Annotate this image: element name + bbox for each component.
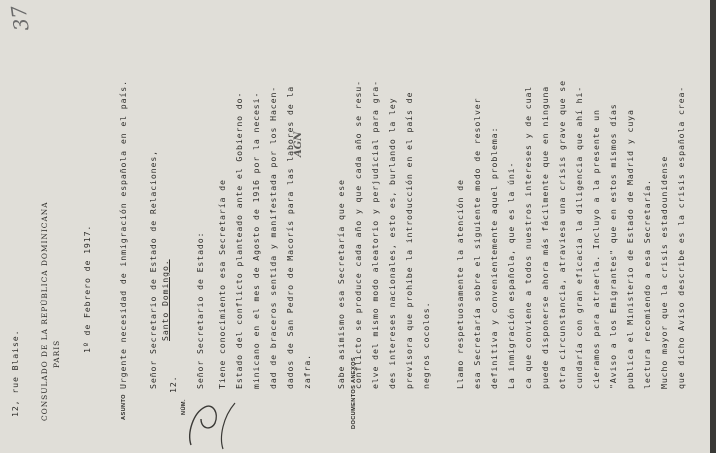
body-line: Estado del conflicto planteado ante el Gobierno do- <box>234 91 244 389</box>
body-line: puede disponerse ahora más fácilmente que en ninguna <box>540 85 550 389</box>
body-line: definitiva y convenientemente aquel problema: <box>489 126 499 389</box>
body-line: publica el Ministerio de Estado de Madrid y cuya <box>625 109 635 389</box>
body-line: "Aviso a los Emigrantes" que en estos mismos días <box>608 103 618 389</box>
asunto-text: Urgente necesidad de inmigración española en el país. <box>118 80 128 389</box>
page-number-handwritten: 37 <box>6 4 34 33</box>
body-line: Mucho mayor que la crisis estadounidense <box>659 155 669 389</box>
body-line: cieramos para atraerla. Incluyo a la presente un <box>591 109 601 389</box>
body-line: Llamo respetuosamente la atención de <box>455 179 465 389</box>
consulate-city: PARIS <box>52 339 61 368</box>
body-line: cundaría con gran eficacia la diligencia que ahí hi- <box>574 85 584 389</box>
body-line: conflicto se produce cada año y que cada año se resu- <box>353 80 363 389</box>
documentos-anexos-label: DOCUMENTOS ANEXOS <box>351 356 357 429</box>
asunto-label: ASUNTO <box>121 394 127 420</box>
letter-body <box>217 9 697 389</box>
recipient-line-1: Señor Secretario de Estado de Relaciones, <box>148 149 158 389</box>
body-line: Tiene conocimiento esa Secretaría de <box>217 179 227 389</box>
body-line: previsora que prohibe la introducción en el país de <box>404 91 414 389</box>
archive-stamp: AGN <box>293 131 304 157</box>
body-line: Sabe asimismo esa Secretaría que ese <box>336 179 346 389</box>
paper-clip-mark <box>183 393 243 453</box>
body-line: ca que conviene a todos nuestros intereses y de cual <box>523 85 533 389</box>
body-line: La inmigración española, que es la úni- <box>506 161 516 389</box>
body-line: elve del mismo modo aleatorio y perjudicial para gra- <box>370 80 380 389</box>
body-line: dad de braceros sentida y manifestada por los Hacen- <box>268 85 278 389</box>
body-line: que dicho Aviso describe es la crisis española crea- <box>676 85 686 389</box>
body-line: lectura recomiendo a esa Secretaría. <box>642 179 652 389</box>
body-line: des intereses nacionales, esto es, burlando la ley <box>387 97 397 389</box>
consulate-name: CONSULADO DE LA REPÚBLICA DOMINICANA <box>40 201 49 421</box>
num-value: 12. <box>168 375 178 393</box>
scan-edge <box>710 0 716 453</box>
body-line: minicano en el mes de Agosto de 1916 por la necesi- <box>251 91 261 389</box>
salutation: Señor Secretario de Estado: <box>195 231 205 389</box>
body-line: negros cocolos. <box>421 301 431 389</box>
body-line: dados de San Pedro de Macorís para las labores de la <box>285 85 295 389</box>
body-line: otra circunstancia, atraviesa una crisis grave que se <box>557 80 567 389</box>
address-line: 12, rue Blaise. <box>10 329 20 417</box>
num-label: NÚM. <box>181 399 187 415</box>
letter-date: 1º de Febrero de 1917. <box>82 224 92 353</box>
body-line: esa Secretaría sobre el siguiente modo de resolver <box>472 97 482 389</box>
body-line: zafra. <box>302 354 312 389</box>
recipient-line-2: Santo Domingo. <box>160 259 170 341</box>
